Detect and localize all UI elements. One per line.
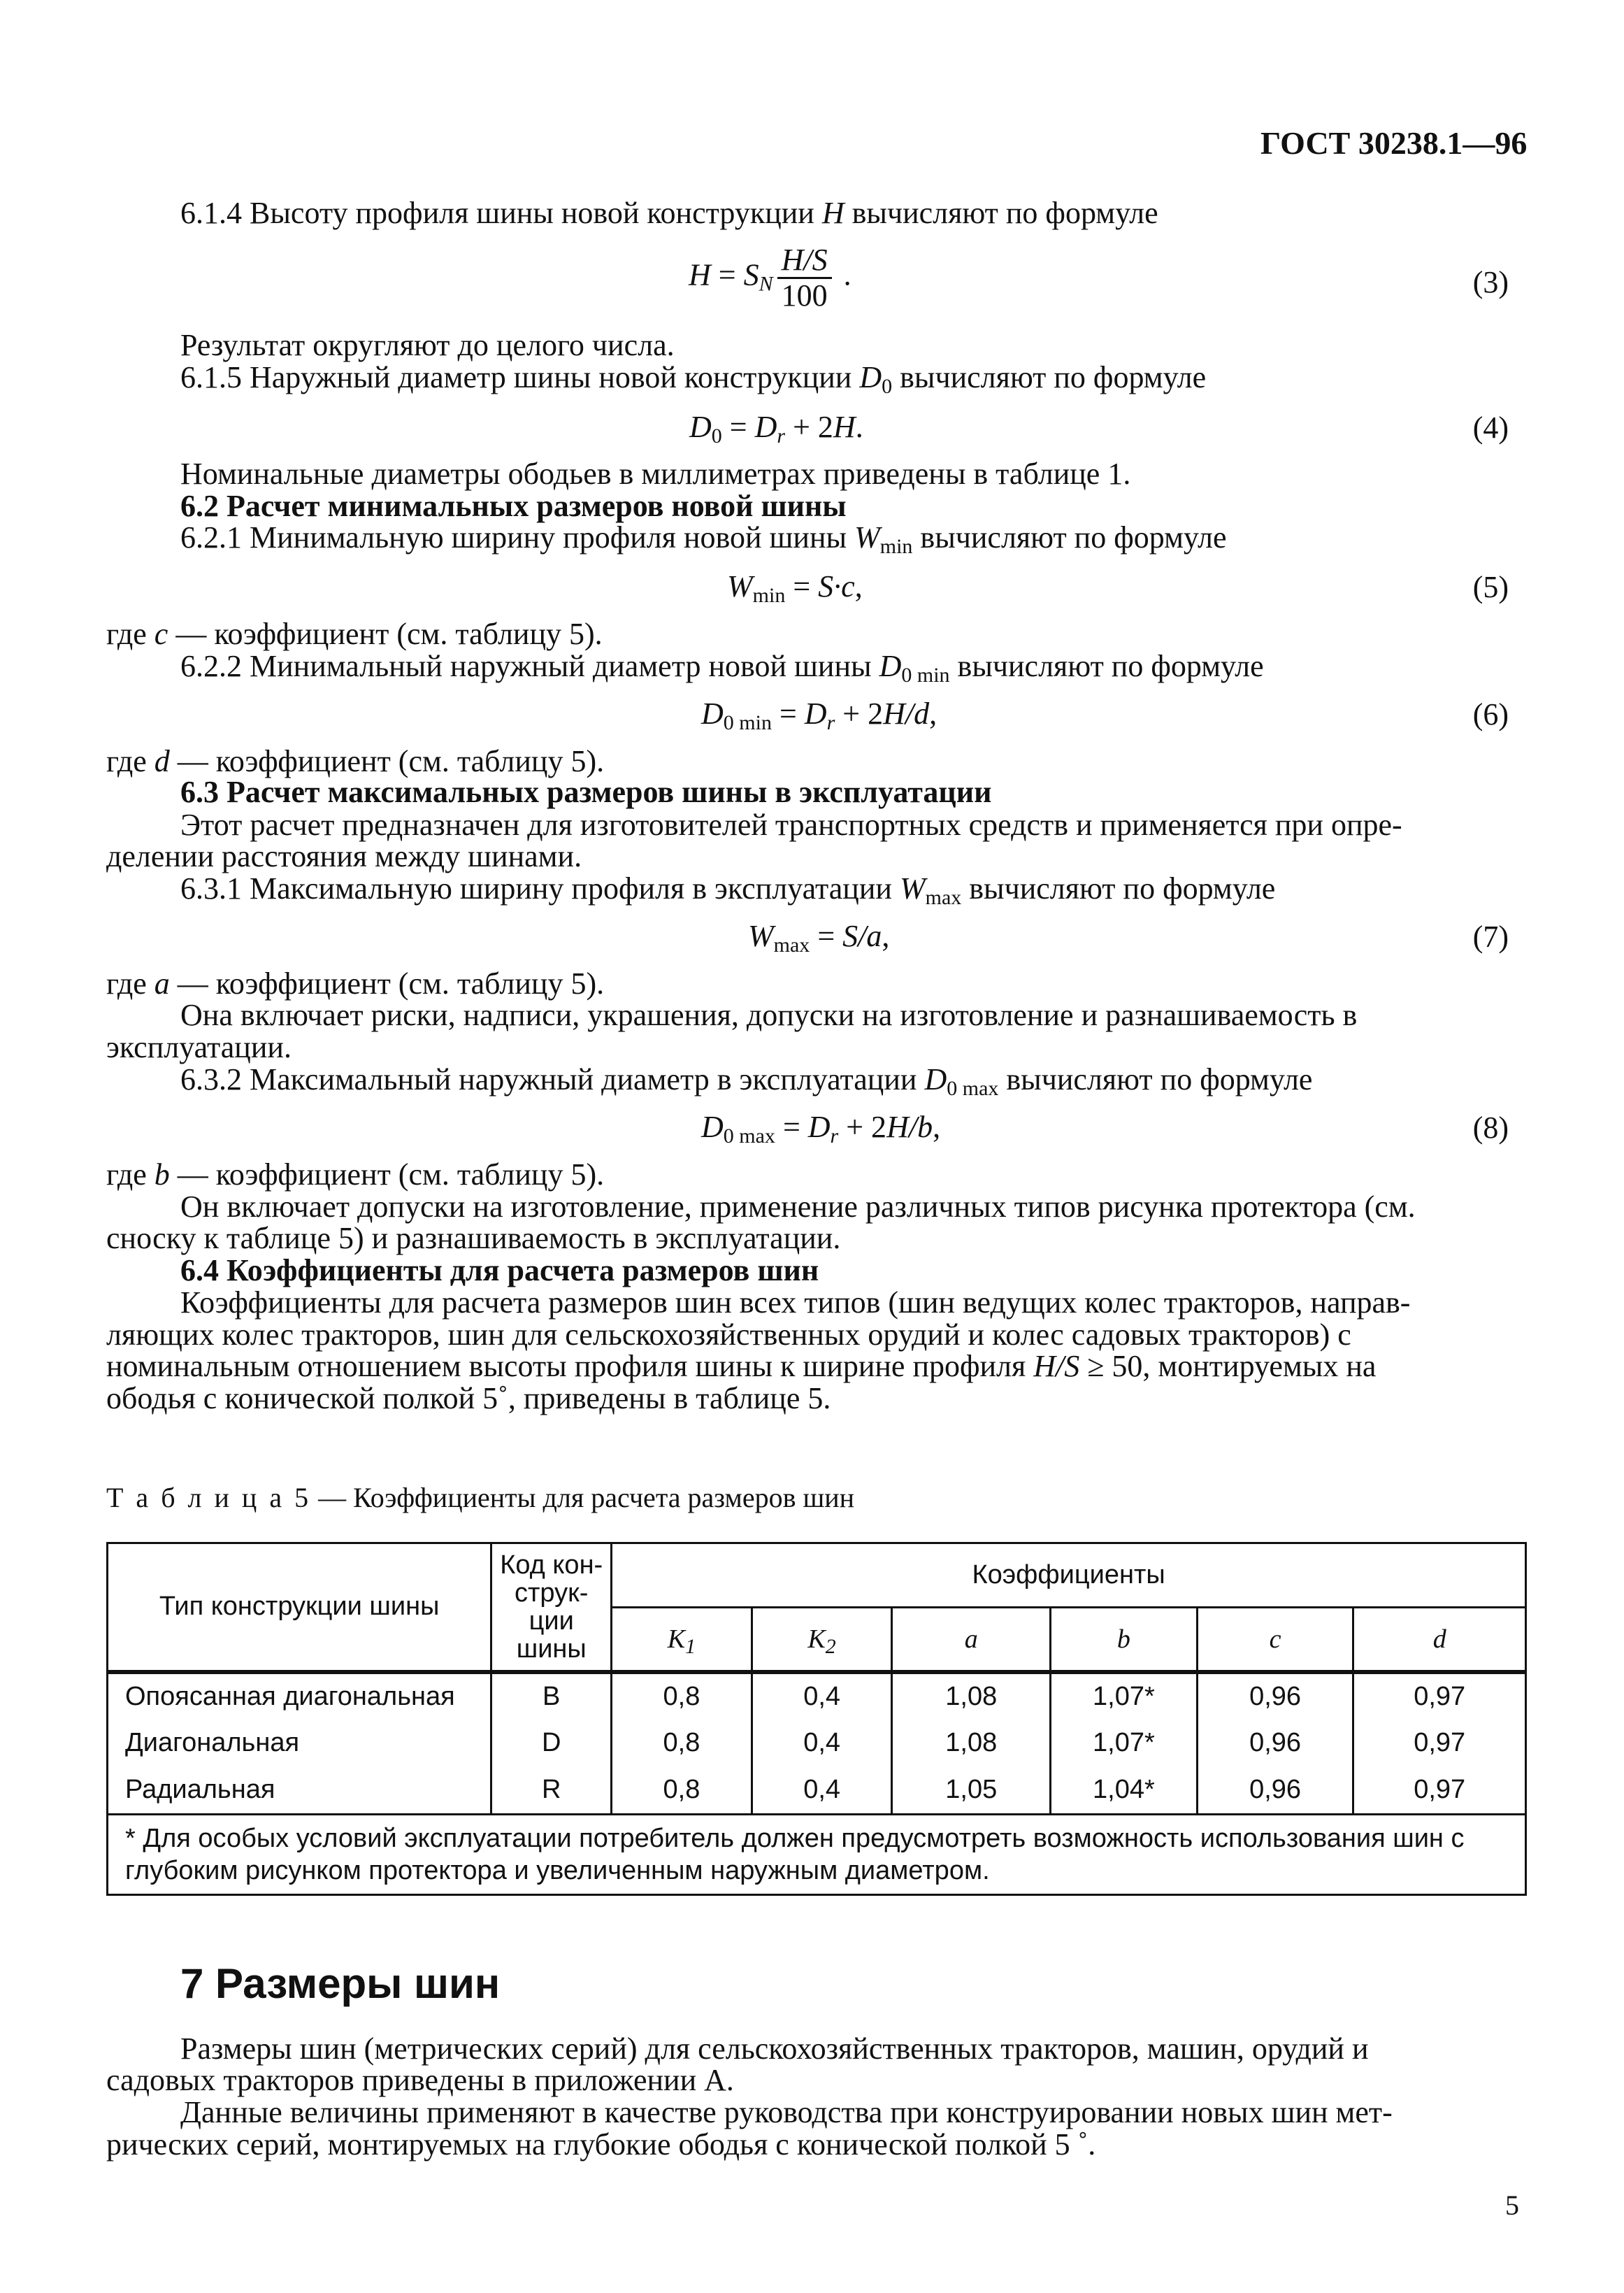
cell-d: 0,97 — [1353, 1767, 1526, 1815]
cell-d: 0,97 — [1353, 1720, 1526, 1767]
paragraph-6-1-5: 6.1.5 Наружный диаметр шины новой конструкции $D_0$ вычисляют по формуле — [180, 360, 1207, 398]
cell-code: D — [491, 1720, 612, 1767]
header-coefficients: Коэффициенты — [612, 1543, 1526, 1608]
cell-a: 1,05 — [892, 1767, 1051, 1815]
cell-b: 1,07* — [1051, 1672, 1198, 1720]
paragraph-6-2-2: 6.2.2 Минимальный наружный диаметр новой шины $D_{0 min}$ вычисляют по формуле — [180, 649, 1264, 687]
cell-k1: 0,8 — [612, 1672, 752, 1720]
paragraph-6-3-1: 6.3.1 Максимальную ширину профиля в эксплуатации $W_{max}$ вычисляют по формуле — [180, 871, 1276, 909]
formula-number-8: (8) — [1472, 1110, 1509, 1145]
table-5-caption: Т а б л и ц а 5 — Коэффициенты для расчета размеров шин — [106, 1482, 855, 1513]
table-row — [108, 1672, 1526, 1720]
formula-5: $W_{min} = S\cdot c$, — [727, 569, 863, 607]
paragraph-6-4-line1: Коэффициенты для расчета размеров шин всех типов (шин ведущих колес тракторов, направ- — [180, 1285, 1411, 1320]
paragraph-6-3-line1: Этот расчет предназначен для изготовителей транспортных средств и применяется при опре- — [180, 808, 1402, 842]
formula-number-6: (6) — [1472, 697, 1509, 731]
paragraph-6-4-line2: ляющих колес тракторов, шин для сельскохозяйственных орудий и колес садовых тракторов) с — [106, 1317, 1351, 1352]
heading-6-4: 6.4 Коэффициенты для расчета размеров шин — [180, 1253, 819, 1287]
heading-section-7: 7 Размеры шин — [180, 1960, 501, 2007]
formula-6: $D_{0 min} = D_r + 2H/d$, — [701, 697, 937, 734]
paragraph-6-1-4: 6.1.4 Высоту профиля шины новой конструкции H вычисляют по формуле — [180, 196, 1158, 230]
cell-c: 0,96 — [1197, 1767, 1353, 1815]
paragraph-6-4-line4: ободья с конической полкой 5˚, приведены в таблице 5. — [106, 1381, 831, 1415]
paragraph-7-line1: Размеры шин (метрических серий) для сельскохозяйственных тракторов, машин, орудий и — [180, 2031, 1369, 2066]
paragraph-6-3-2: 6.3.2 Максимальный наружный диаметр в эксплуатации $D_{0 max}$ вычисляют по формуле — [180, 1062, 1313, 1100]
header-construction-code: Код кон- струк- ции шины — [491, 1543, 612, 1672]
cell-type: Опоясанная диагональная — [108, 1672, 491, 1720]
cell-k1: 0,8 — [612, 1720, 752, 1767]
formula-number-4: (4) — [1472, 410, 1509, 445]
cell-k2: 0,4 — [752, 1672, 892, 1720]
paragraph-on-line1: Он включает допуски на изготовление, применение различных типов рисунка протектора (см. — [180, 1190, 1416, 1224]
paragraph-6-4-line3: номинальным отношением высоты профиля шины к ширине профиля H/S ≥ 50, монтируемых на — [106, 1349, 1377, 1383]
formula-3: $H = S_N$ $\frac{H/S}{100}$ . — [689, 243, 851, 313]
table-row — [108, 1767, 1526, 1815]
cell-k2: 0,4 — [752, 1767, 892, 1815]
paragraph-on-line2: сноску к таблице 5) и разнашиваемость в эксплуатации. — [106, 1221, 841, 1255]
formula-number-5: (5) — [1472, 570, 1509, 604]
page-number: 5 — [1505, 2190, 1519, 2221]
paragraph-rounding: Результат округляют до целого числа. — [180, 328, 675, 362]
cell-c: 0,96 — [1197, 1672, 1353, 1720]
heading-6-3: 6.3 Расчет максимальных размеров шины в эксплуатации — [180, 775, 992, 809]
paragraph-7-line4: рических серий, монтируемых на глубокие ободья с конической полкой 5 ˚. — [106, 2127, 1096, 2162]
formula-number-3: (3) — [1472, 265, 1509, 299]
paragraph-6-3-line2: делении расстояния между шинами. — [106, 839, 582, 873]
paragraph-7-line3: Данные величины применяют в качестве руководства при конструировании новых шин мет- — [180, 2095, 1393, 2129]
paragraph-7-line2: садовых тракторов приведены в приложении А. — [106, 2063, 734, 2097]
header-b: b — [1051, 1608, 1198, 1672]
header-c: c — [1197, 1608, 1353, 1672]
cell-code: R — [491, 1767, 612, 1815]
header-d: d — [1353, 1608, 1526, 1672]
formula-4: $D_0 = D_r + 2H$. — [689, 410, 863, 448]
header-k1: $K_1$ — [612, 1608, 752, 1672]
cell-a: 1,08 — [892, 1720, 1051, 1767]
cell-d: 0,97 — [1353, 1672, 1526, 1720]
header-a: a — [892, 1608, 1051, 1672]
document-code: ГОСТ 30238.1—96 — [1260, 125, 1528, 161]
header-k2: $K_2$ — [752, 1608, 892, 1672]
paragraph-nominal-diameters: Номинальные диаметры ободьев в миллиметрах приведены в таблице 1. — [180, 457, 1131, 491]
paragraph-includes-line2: эксплуатации. — [106, 1030, 292, 1064]
formula-8: $D_{0 max} = D_r + 2H/b$, — [701, 1110, 941, 1148]
coefficients-table — [106, 1542, 1527, 1896]
cell-k2: 0,4 — [752, 1720, 892, 1767]
where-c: где c — коэффициент (см. таблицу 5). — [106, 617, 603, 651]
heading-6-2: 6.2 Расчет минимальных размеров новой шины — [180, 489, 847, 523]
table-footnote: * Для особых условий эксплуатации потребитель должен предусмотреть возможность использования шин с глубоким рисунком протектора и увеличенным наружным диаметром. — [108, 1815, 1526, 1895]
table-row — [108, 1720, 1526, 1767]
fraction-hs-100: $\frac{H/S}{100}$ — [777, 243, 832, 313]
where-a: где a — коэффициент (см. таблицу 5). — [106, 966, 605, 1001]
formula-number-7: (7) — [1472, 920, 1509, 954]
where-d: где d — коэффициент (см. таблицу 5). — [106, 744, 605, 778]
paragraph-includes-line1: Она включает риски, надписи, украшения, допуски на изготовление и разнашиваемость в — [180, 998, 1358, 1032]
header-tire-type: Тип конструкции шины — [108, 1543, 491, 1672]
where-b: где b — коэффициент (см. таблицу 5). — [106, 1157, 605, 1192]
cell-type: Диагональная — [108, 1720, 491, 1767]
cell-type: Радиальная — [108, 1767, 491, 1815]
formula-7: $W_{max} = S/a$, — [748, 919, 890, 957]
cell-c: 0,96 — [1197, 1720, 1353, 1767]
cell-k1: 0,8 — [612, 1767, 752, 1815]
cell-b: 1,04* — [1051, 1767, 1198, 1815]
cell-b: 1,07* — [1051, 1720, 1198, 1767]
cell-code: B — [491, 1672, 612, 1720]
cell-a: 1,08 — [892, 1672, 1051, 1720]
paragraph-6-2-1: 6.2.1 Минимальную ширину профиля новой шины $W_{min}$ вычисляют по формуле — [180, 520, 1227, 558]
